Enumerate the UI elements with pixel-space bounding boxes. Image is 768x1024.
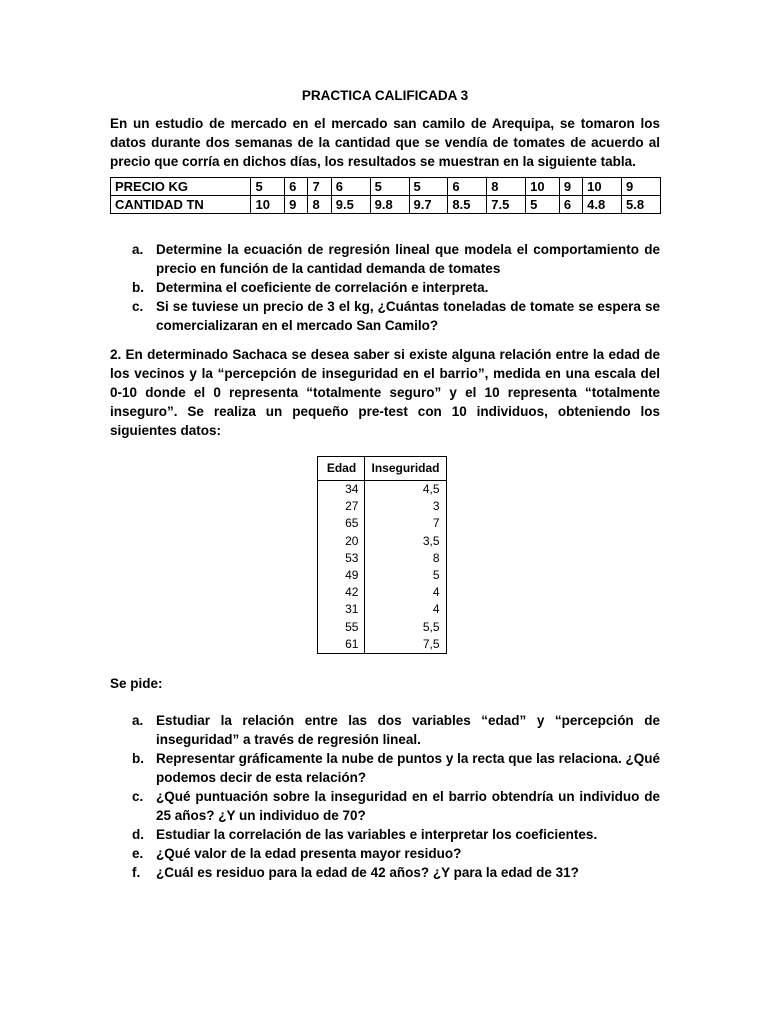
list-item [110, 711, 660, 749]
section-2-paragraph: 2. En determinado Sachaca se desea saber si existe alguna relación entre la edad de los vecinos y la “percepción de inseguridad en el barrio”, medida en una escala del 0-10 donde el 0 representa “totalmente seguro” y el 10 representa “totalmente inseguro”. Se realiza un pequeño pre-test con 10 individuos, obteniendo los siguientes datos: [110, 347, 660, 438]
document-page [110, 86, 660, 882]
item-text: ¿Cuál es residuo para la edad de 42 años? ¿Y para la edad de 31? [156, 865, 579, 881]
table-row-price [111, 178, 661, 196]
list-item [110, 844, 660, 863]
table-row [318, 636, 446, 654]
item-label: b. [132, 280, 144, 295]
item-label: c. [132, 789, 144, 805]
table-cell: 49 [318, 567, 365, 584]
item-text: Determina el coeficiente de correlación e interpreta. [156, 280, 489, 295]
item-label: b. [132, 751, 144, 767]
item-label: d. [132, 827, 144, 843]
item-text: Representar gráficamente la nube de puntos y la recta que las relaciona. ¿Qué podemos decir de esta relación? [156, 751, 660, 786]
price-quantity-table [110, 177, 661, 214]
table-row [318, 533, 446, 550]
question-list-2 [110, 711, 660, 882]
item-text: ¿Qué puntuación sobre la inseguridad en el barrio obtendría un individuo de 25 años? ¿Y un individuo de 70? [156, 789, 660, 824]
item-label: e. [132, 846, 144, 862]
list-item [110, 297, 660, 335]
table-cell: 8.5 [448, 196, 487, 214]
table-cell: 6 [448, 178, 487, 196]
table-cell: 7.5 [487, 196, 526, 214]
se-pide-heading: Se pide: [110, 676, 163, 692]
table-cell: 10 [583, 178, 622, 196]
list-item [110, 825, 660, 844]
item-label: c. [132, 299, 144, 314]
table-cell: 6 [559, 196, 582, 214]
table-row [318, 550, 446, 567]
item-text: ¿Qué valor de la edad presenta mayor residuo? [156, 846, 462, 862]
table-cell: 7,5 [422, 636, 440, 651]
table-cell: 34 [318, 481, 365, 499]
table-row [318, 567, 446, 584]
item-label: a. [132, 242, 144, 257]
row-label-quantity: CANTIDAD TN [111, 196, 251, 214]
table-cell: 55 [318, 619, 365, 636]
table-row [318, 584, 446, 601]
list-item [110, 278, 660, 297]
table-cell: 4 [432, 602, 440, 617]
table-cell: 5 [370, 178, 409, 196]
table-cell: 9.7 [409, 196, 448, 214]
item-text: Estudiar la correlación de las variables e interpretar los coeficientes. [156, 827, 598, 843]
table-cell: 5,5 [422, 619, 440, 634]
item-text: Si se tuviese un precio de 3 el kg, ¿Cuántas toneladas de tomate se espera se comercializaran en el mercado San Camilo? [156, 299, 660, 333]
item-text: Determine la ecuación de regresión lineal que modela el comportamiento de precio en función de la cantidad demanda de tomates [156, 242, 660, 276]
column-header-insecurity: Inseguridad [365, 457, 446, 481]
table-cell: 4.8 [583, 196, 622, 214]
table-cell: 9 [285, 196, 308, 214]
table-cell: 10 [251, 196, 285, 214]
table-header-row [318, 457, 446, 481]
table-cell: 5 [526, 196, 560, 214]
table-cell: 8 [432, 550, 440, 565]
table-row [318, 515, 446, 532]
page-title: PRACTICA CALIFICADA 3 [301, 88, 469, 103]
table-row [318, 498, 446, 515]
table-cell: 31 [318, 601, 365, 618]
table-cell: 8 [308, 196, 331, 214]
table-cell: 5.8 [621, 196, 660, 214]
table-row [318, 481, 446, 499]
table-cell: 42 [318, 584, 365, 601]
table-cell: 3 [432, 499, 440, 514]
table-cell: 3,5 [422, 533, 440, 548]
age-insecurity-table [317, 456, 446, 654]
item-label: a. [132, 713, 144, 729]
table-row-quantity [111, 196, 661, 214]
table-cell: 7 [308, 178, 331, 196]
table-cell: 20 [318, 533, 365, 550]
list-item [110, 863, 660, 882]
row-label-price: PRECIO KG [111, 178, 251, 196]
table-cell: 4,5 [422, 482, 440, 496]
column-header-age: Edad [318, 457, 365, 481]
table-cell: 7 [432, 516, 440, 531]
table-cell: 65 [318, 515, 365, 532]
table-cell: 5 [432, 568, 440, 583]
item-label: f. [132, 865, 141, 881]
table-cell: 8 [487, 178, 526, 196]
table-cell: 9.8 [370, 196, 409, 214]
table-cell: 9 [559, 178, 582, 196]
table-cell: 5 [409, 178, 448, 196]
table-cell: 9 [621, 178, 660, 196]
table-cell: 10 [526, 178, 560, 196]
table-cell: 6 [285, 178, 308, 196]
question-list-1 [110, 240, 660, 335]
table-cell: 6 [331, 178, 370, 196]
item-text: Estudiar la relación entre las dos variables “edad” y “percepción de inseguridad” a través de regresión lineal. [156, 713, 660, 748]
table-cell: 53 [318, 550, 365, 567]
table-cell: 4 [432, 585, 440, 600]
table-row [318, 601, 446, 618]
intro-paragraph: En un estudio de mercado en el mercado san camilo de Arequipa, se tomaron los datos durante dos semanas de la cantidad que se vendía de tomates de acuerdo al precio que corría en dichos días, los resultados se muestran en la siguiente tabla. [110, 116, 660, 169]
list-item [110, 787, 660, 825]
table-row [318, 619, 446, 636]
table-cell: 5 [251, 178, 285, 196]
list-item [110, 749, 660, 787]
table-cell: 61 [318, 636, 365, 654]
table-cell: 9.5 [331, 196, 370, 214]
list-item [110, 240, 660, 278]
table-cell: 27 [318, 498, 365, 515]
